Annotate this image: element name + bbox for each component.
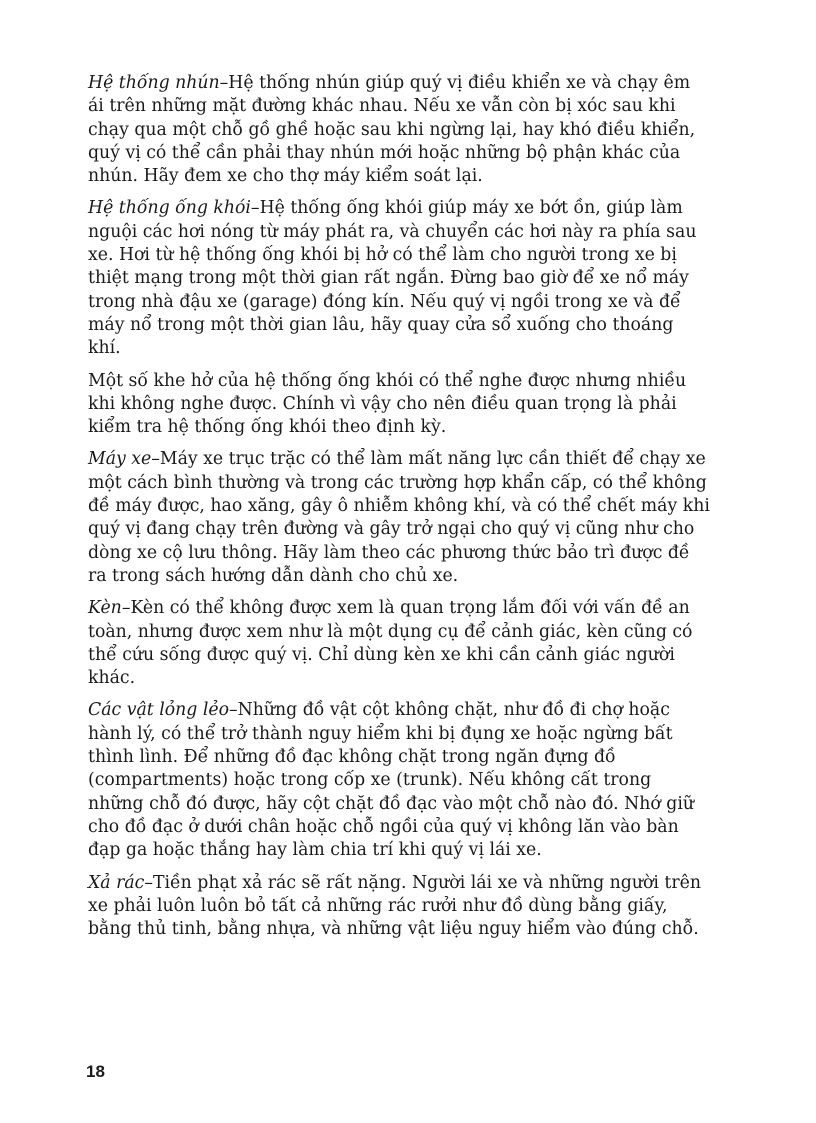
paragraph-engine (88, 448, 710, 588)
term-horn: Kèn (88, 598, 122, 619)
term-exhaust: Hệ thống ống khói (88, 198, 251, 219)
paragraph-text: –Hệ thống ống khói giúp máy xe bớt ồn, giúp làm nguội các hơi nóng từ máy phát ra, và chuyển các hơi này ra phía sau xe. Hơi từ hệ thống ống khói bị hở có thể làm cho người trong xe bị thiệt mạng trong một thời gian rất ngắn. Đừng bao giờ để xe nổ máy trong nhà đậu xe (garage) đóng kín. Nếu quý vị ngồi trong xe và để máy nổ trong một thời gian lâu, hãy quay cửa sổ xuống cho thoáng khí. (88, 198, 697, 359)
paragraph-text: –Hệ thống nhún giúp quý vị điều khiển xe và chạy êm ái trên những mặt đường khác nhau. Nếu xe vẫn còn bị xóc sau khi chạy qua một chỗ gồ ghề hoặc sau khi ngừng lại, hay khó điều khiển, quý vị có thể cần phải thay nhún mới hoặc những bộ phận khác của nhún. Hãy đem xe cho thợ máy kiểm soát lại. (88, 73, 696, 187)
paragraph-littering (88, 872, 710, 942)
term-suspension: Hệ thống nhún (88, 73, 220, 93)
paragraph-loose-objects (88, 699, 710, 862)
paragraph-text: –Kèn có thể không được xem là quan trọng lắm đối với vấn đề an toàn, nhưng được xem như là một dụng cụ để cảnh giác, kèn cũng có thể cứu sống được quý vị. Chỉ dùng kèn xe khi cần cảnh giác người khác. (88, 598, 693, 689)
term-loose-objects: Các vật lỏng lẻo (88, 700, 229, 721)
paragraph-exhaust-leaks (88, 370, 710, 440)
paragraph-text: –Những đồ vật cột không chặt, như đồ đi chợ hoặc hành lý, có thể trở thành nguy hiểm khi bị đụng xe hoặc ngừng bất thình lình. Để những đồ đạc không chặt trong ngăn đựng đồ (compartments) hoặc trong cốp xe (trunk). Nếu không cất trong những chỗ đó được, hãy cột chặt đồ đạc vào một chỗ nào đó. Nhớ giữ cho đồ đạc ở dưới chân hoặc chỗ ngồi của quý vị không lăn vào bàn đạp ga hoặc thắng hay làm chia trí khi quý vị lái xe. (88, 700, 695, 861)
paragraph-horn (88, 597, 710, 690)
page-number: 18 (86, 1062, 105, 1081)
term-engine: Máy xe (88, 449, 152, 470)
paragraph-exhaust (88, 197, 710, 360)
term-littering: Xả rác (88, 872, 145, 893)
page-body (88, 72, 710, 950)
paragraph-text: –Tiền phạt xả rác sẽ rất nặng. Người lái xe và những người trên xe phải luôn luôn bỏ tất cả những rác rưởi như đồ dùng bằng giấy, bằng thủ tinh, bằng nhựa, và những vật liệu nguy hiểm vào đúng chỗ. (88, 872, 701, 940)
paragraph-text: Một số khe hở của hệ thống ống khói có thể nghe được nhưng nhiều khi không nghe được. Chính vì vậy cho nên điều quan trọng là phải kiểm tra hệ thống ống khói theo định kỳ. (88, 370, 687, 438)
paragraph-text: –Máy xe trục trặc có thể làm mất năng lực cần thiết để chạy xe một cách bình thường và trong các trường hợp khẩn cấp, có thể không đề máy được, hao xăng, gây ô nhiễm không khí, và có thể chết máy khi quý vị đang chạy trên đường và gây trở ngại cho quý vị cũng như cho dòng xe cộ lưu thông. Hãy làm theo các phương thức bảo trì được đề ra trong sách hướng dẫn dành cho chủ xe. (88, 449, 710, 586)
paragraph-suspension (88, 72, 710, 188)
